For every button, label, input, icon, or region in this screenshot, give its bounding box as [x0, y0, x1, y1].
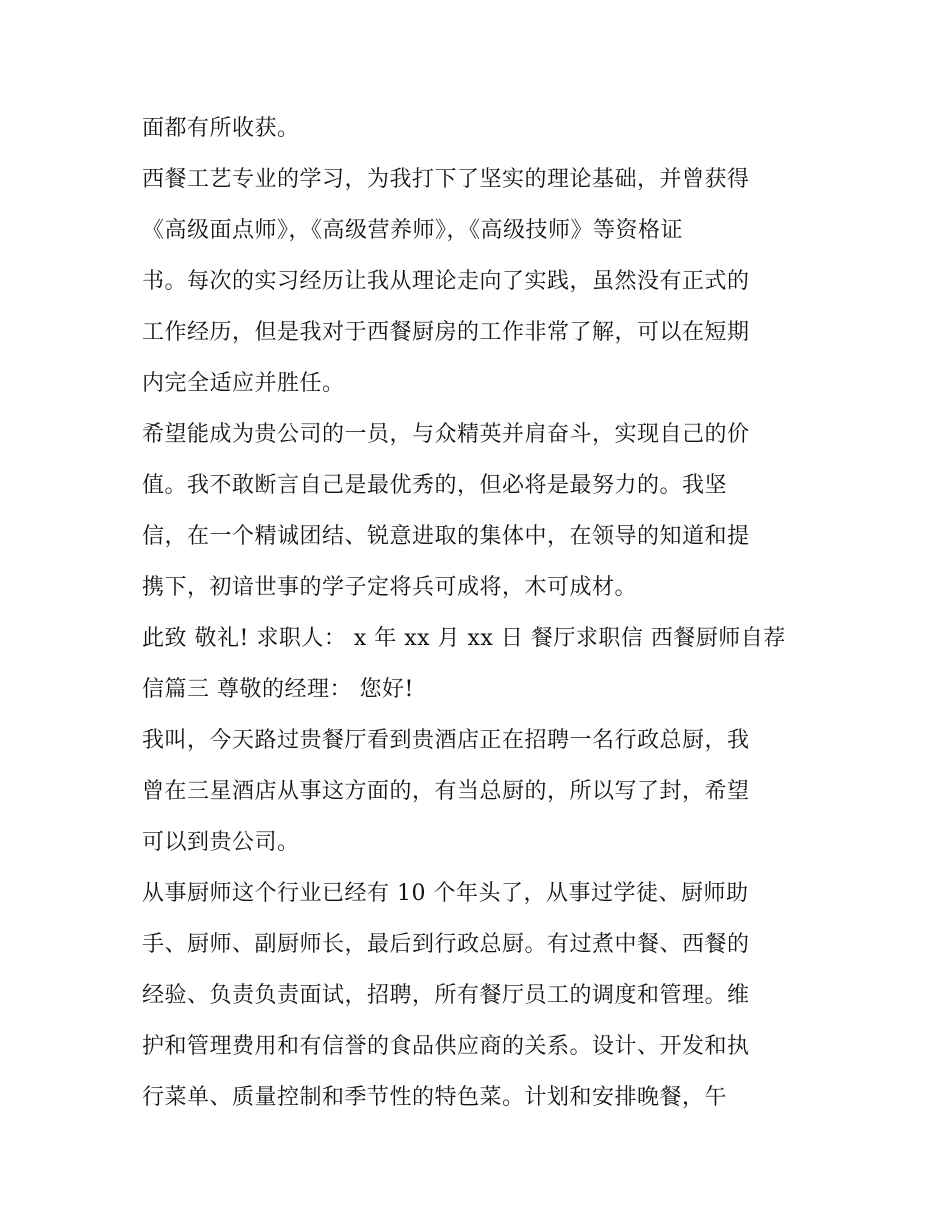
text-line: 西餐工艺专业的学习，为我打下了坚实的理论基础，并曾获得: [142, 167, 750, 192]
text-line: 值。我不敢断言自己是最优秀的，但必将是最努力的。我坚: [142, 473, 728, 498]
text-line: 携下，初谙世事的学子定将兵可成将，木可成材。: [142, 575, 638, 600]
text-line: 内完全适应并胜任。: [142, 371, 345, 396]
text-line: 从事厨师这个行业已经有 10 个年头了，从事过学徒、厨师助: [142, 881, 749, 906]
text-line: 手、厨师、副厨师长，最后到行政总厨。有过煮中餐、西餐的: [142, 932, 750, 957]
text-line: 《高级面点师》，《高级营养师》，《高级技师》等资格证: [142, 218, 684, 243]
text-line: 书。每次的实习经历让我从理论走向了实践，虽然没有正式的: [142, 269, 750, 294]
text-line: 可以到贵公司。: [142, 830, 300, 855]
text-line: 工作经历，但是我对于西餐厨房的工作非常了解，可以在短期: [142, 320, 750, 345]
text-line: 信，在一个精诚团结、锐意进取的集体中，在领导的知道和提: [142, 524, 750, 549]
text-line: 面都有所收获。: [142, 116, 300, 141]
text-line: 护和管理费用和有信誉的食品供应商的关系。设计、开发和执: [142, 1034, 750, 1059]
text-line: 我叫，今天路过贵餐厅看到贵酒店正在招聘一名行政总厨，我: [142, 728, 750, 753]
text-line: 曾在三星酒店从事这方面的，有当总厨的，所以写了封，希望: [142, 779, 750, 804]
text-line: 行菜单、质量控制和季节性的特色菜。计划和安排晚餐，午: [142, 1085, 728, 1110]
document-body: [142, 103, 822, 1123]
text-line: 希望能成为贵公司的一员，与众精英并肩奋斗，实现自己的价: [142, 422, 750, 447]
text-line: 此致 敬礼! 求职人： x 年 xx 月 xx 日 餐厅求职信 西餐厨师自荐: [142, 626, 786, 651]
text-line: 经验、负责负责面试，招聘，所有餐厅员工的调度和管理。维: [142, 983, 750, 1008]
text-line: 信篇三 尊敬的经理： 您好!: [142, 677, 414, 702]
